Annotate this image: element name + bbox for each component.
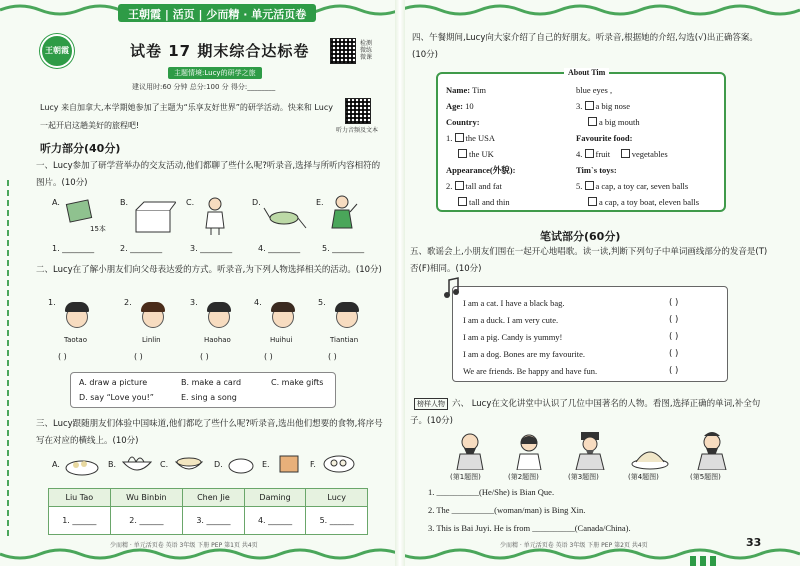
q1-letter-c: C.: [186, 198, 195, 207]
q5-bracket-1[interactable]: ( ): [669, 298, 679, 308]
question-5: 五、歌谣会上,小朋友们围在一起开心地唱歌。读一读,判断下列句子中单词画线部分的发音是(T)否(F)相同。(10分): [410, 247, 768, 274]
toys-option-car[interactable]: 5. a cap, a toy car, seven balls: [576, 181, 689, 191]
q3-name-wu-binbin: Wu Binbin: [110, 489, 182, 507]
header-title-bar: 王朝霞 | 活页 | 少而精 · 单元活页卷: [118, 4, 316, 22]
q2-options-box: A. draw a picture B. make a card C. make gifts D. say “Love you!” E. sing a song: [70, 372, 336, 408]
q1-letter-a: A.: [52, 198, 60, 207]
q1-answer-4[interactable]: 4. ________: [258, 244, 301, 253]
q3-name-lucy: Lucy: [306, 489, 368, 507]
qr-label-top: 检测 微练 微课: [360, 40, 373, 61]
q3-name-liu-tao: Liu Tao: [49, 489, 111, 507]
exam-title: 试卷 17 期末综合达标卷: [130, 42, 310, 60]
q6-tag: 榜样人物: [414, 398, 448, 410]
listening-section-title: 听力部分(40分): [40, 142, 121, 155]
girl-picture: [200, 196, 230, 236]
page-number: 33: [746, 536, 762, 549]
q6-sentence-2[interactable]: 2. The __________(woman/man) is Bing Xin.: [428, 505, 586, 515]
logo-icon: 王朝霞: [40, 34, 74, 68]
q3-answer-3[interactable]: 3. ______: [183, 507, 245, 535]
q5-chant-box: [452, 286, 728, 382]
q6-sentence-1[interactable]: 1. __________(He/She) is Bian Que.: [428, 487, 555, 497]
q1-letter-b: B.: [120, 198, 129, 207]
q6-sentence-3[interactable]: 3. This is Bai Juyi. He is from __________(Canada/China).: [428, 523, 631, 533]
page-spine: [395, 0, 405, 566]
book-count-label: 15本: [90, 225, 106, 233]
q3-name-chen-jie: Chen Jie: [183, 489, 245, 507]
country-option-usa[interactable]: 1. the USA: [446, 133, 496, 143]
appearance-option-fat[interactable]: 2. tall and fat: [446, 181, 502, 191]
q5-bracket-4[interactable]: ( ): [669, 349, 679, 359]
food-options[interactable]: 4. fruit vegetables: [576, 149, 668, 159]
q5-line-4: I am a dog. Bones are my favourite.: [463, 349, 586, 359]
toys-option-boat[interactable]: a cap, a toy boat, eleven balls: [576, 194, 699, 210]
q5-line-5: We are friends. Be happy and have fun.: [463, 366, 598, 376]
teacher-picture: [328, 194, 358, 236]
q1-letter-e: E.: [316, 198, 324, 207]
nose-option-big-nose[interactable]: 3. a big nose: [576, 101, 630, 111]
music-note-icon: [443, 277, 461, 299]
q5-line-3: I am a pig. Candy is yummy!: [463, 332, 563, 342]
worksheet-spread: 王朝霞 | 活页 | 少而精 · 单元活页卷 王朝霞 试卷 17 期末综合达标卷 检测 微练 微课 主题情境:Lucy的研学之旅 建议用时:60 分钟 总分:100 分 得分:________ 听力音频及文本 Lucy 来自加拿大,本学期她参加了主题为“乐享友好世界”的研学活动。快来和 Lucy 一起开启这趟美好的旅程吧! 听力部分(40分) 一、Lucy参加了研学营举办的交友活动,他们都聊了些什么呢?听录音,选择与所听内容相符的图片。(10分) A. B. C. D. E. 15本 1. ________ 2. ________ 3. ________ 4. ________ 5. ________ 二、Lucy在了解小朋友们向父母表达爱的方式。听录音,为下列人物选择相关的活动。(10分) 1. Taotao ( ) 2. Linlin ( ) 3. Haohao ( ) 4. Huihui ( ) 5. Tiantian ( ) A. draw a picture B. make a card C. make gifts D. say “Love you!” E. sing a song 三、Lucy跟随朋友们体验中国味道,他们都吃了些什么呢?听录音,选出他们想要的食物,将序号写在对应的横线上。(10分) A. B. C. D. E. F. Liu Tao Wu Binbin Chen Jie Daming Lucy 1. ______ 2. ______ 3. ______ 4. ______ 5. ______ 少而精 · 单元活页卷 英语 3年级 下册 PEP 第1页 共4页 四、午餐期间,Lucy向大家介绍了自己的好朋友。听录音,根据她的介绍,勾选(√)出正确答案。(10分) About Tim Name: Tim Age: 10 Country: 1. the USA the UK Appearance(外貌): 2. tall and fat tall and thin blue eyes , 3. a big nose a big mouth Favourite food: 4. fruit vegetables Tim`s toys: 5. a cap, a toy car, seven balls a cap, a toy boat, eleven balls 笔试部分(60分) 五、歌谣会上,小朋友们围在一起开心地唱歌。读一读,判断下列句子中单词画线部分的发音是(T)否(F)相同。(10分) I am a cat. I have a black bag. I am a duck. I am very cute. I am a pig. Candy is yummy! I am a dog. Bones are my favourite. We are friends. Be happy and have fun. ( ) ( ) ( ) ( ) ( ) 榜样人物 六、 Lucy在文化讲堂中认识了几位中国著名的人物。看图,选择正确的单词,补全句子。(10分) (第1题图) (第2题图) (第3题图) (第4题图) (第5题图) 1. __________(He/She) is Bian Que. 2. The __________(woman/man) is Bing Xin. 3. This is Bai Juyi. He is from __________(Canada/China). 少而精 · 单元活页卷 英语 3年级 下册 PEP 第2页 共4页 33: [0, 0, 800, 566]
qr-label-audio: 听力音频及文本: [336, 127, 379, 134]
cricket-picture: [262, 204, 308, 232]
question-2: 二、Lucy在了解小朋友们向父母表达爱的方式。听录音,为下列人物选择相关的活动。(10分): [36, 265, 382, 275]
q3-answer-1[interactable]: 1. ______: [49, 507, 111, 535]
question-6: 榜样人物 六、 Lucy在文化讲堂中认识了几位中国著名的人物。看图,选择正确的单词,补全句子。(10分): [410, 399, 761, 426]
q3-answer-table: [48, 488, 368, 535]
box-picture: [130, 200, 176, 234]
intro-paragraph: Lucy 来自加拿大,本学期她参加了主题为“乐享友好世界”的研学活动。快来和 Lucy 一起开启这趟美好的旅程吧!: [40, 103, 333, 130]
exam-info: 建议用时:60 分钟 总分:100 分 得分:________: [132, 83, 276, 91]
theme-banner: 主题情境:Lucy的研学之旅: [168, 67, 262, 79]
q5-bracket-3[interactable]: ( ): [669, 332, 679, 342]
question-3: 三、Lucy跟随朋友们体验中国味道,他们都吃了些什么呢?听录音,选出他们想要的食物,将序号写在对应的横线上。(10分): [36, 419, 383, 446]
q1-answer-3[interactable]: 3. ________: [190, 244, 233, 253]
q3-answer-2[interactable]: 2. ______: [110, 507, 182, 535]
q5-bracket-5[interactable]: ( ): [669, 366, 679, 376]
question-4: 四、午餐期间,Lucy向大家介绍了自己的好朋友。听录音,根据她的介绍,勾选(√)出正确答案。(10分): [412, 33, 758, 60]
q1-letter-d: D.: [252, 198, 261, 207]
q5-line-1: I am a cat. I have a black bag.: [463, 298, 565, 308]
q5-bracket-2[interactable]: ( ): [669, 315, 679, 325]
q3-answer-5[interactable]: 5. ______: [306, 507, 368, 535]
right-footer: 少而精 · 单元活页卷 英语 3年级 下册 PEP 第2页 共4页: [500, 542, 648, 549]
question-1: 一、Lucy参加了研学营举办的交友活动,他们都聊了些什么呢?听录音,选择与所听内容相符的图片。(10分): [36, 161, 381, 188]
qr-code-icon[interactable]: [345, 98, 371, 124]
writing-section-title: 笔试部分(60分): [540, 230, 621, 243]
q1-answer-1[interactable]: 1. ________: [52, 244, 95, 253]
q3-name-daming: Daming: [244, 489, 306, 507]
q1-answer-5[interactable]: 5. ________: [322, 244, 365, 253]
about-tim-title: About Tim: [564, 68, 609, 77]
appearance-option-thin[interactable]: tall and thin: [446, 194, 515, 210]
q5-line-2: I am a duck. I am very cute.: [463, 315, 559, 325]
left-dashed-strip: [0, 180, 14, 540]
nose-option-big-mouth[interactable]: a big mouth: [576, 114, 699, 130]
q3-answer-4[interactable]: 4. ______: [244, 507, 306, 535]
left-footer: 少而精 · 单元活页卷 英语 3年级 下册 PEP 第1页 共4页: [110, 542, 258, 549]
q1-answer-2[interactable]: 2. ________: [120, 244, 163, 253]
qr-code-icon[interactable]: [330, 38, 356, 64]
about-tim-box: About Tim Name: Tim Age: 10 Country: 1. the USA the UK Appearance(外貌): 2. tall and fat tall and thin blue eyes , 3. a big nose a big mouth Favourite food: 4. fruit vegetables Tim`s toys: 5. a cap, a toy car, seven balls a cap, a toy boat, eleven balls: [436, 72, 726, 212]
country-option-uk[interactable]: the UK: [446, 146, 515, 162]
